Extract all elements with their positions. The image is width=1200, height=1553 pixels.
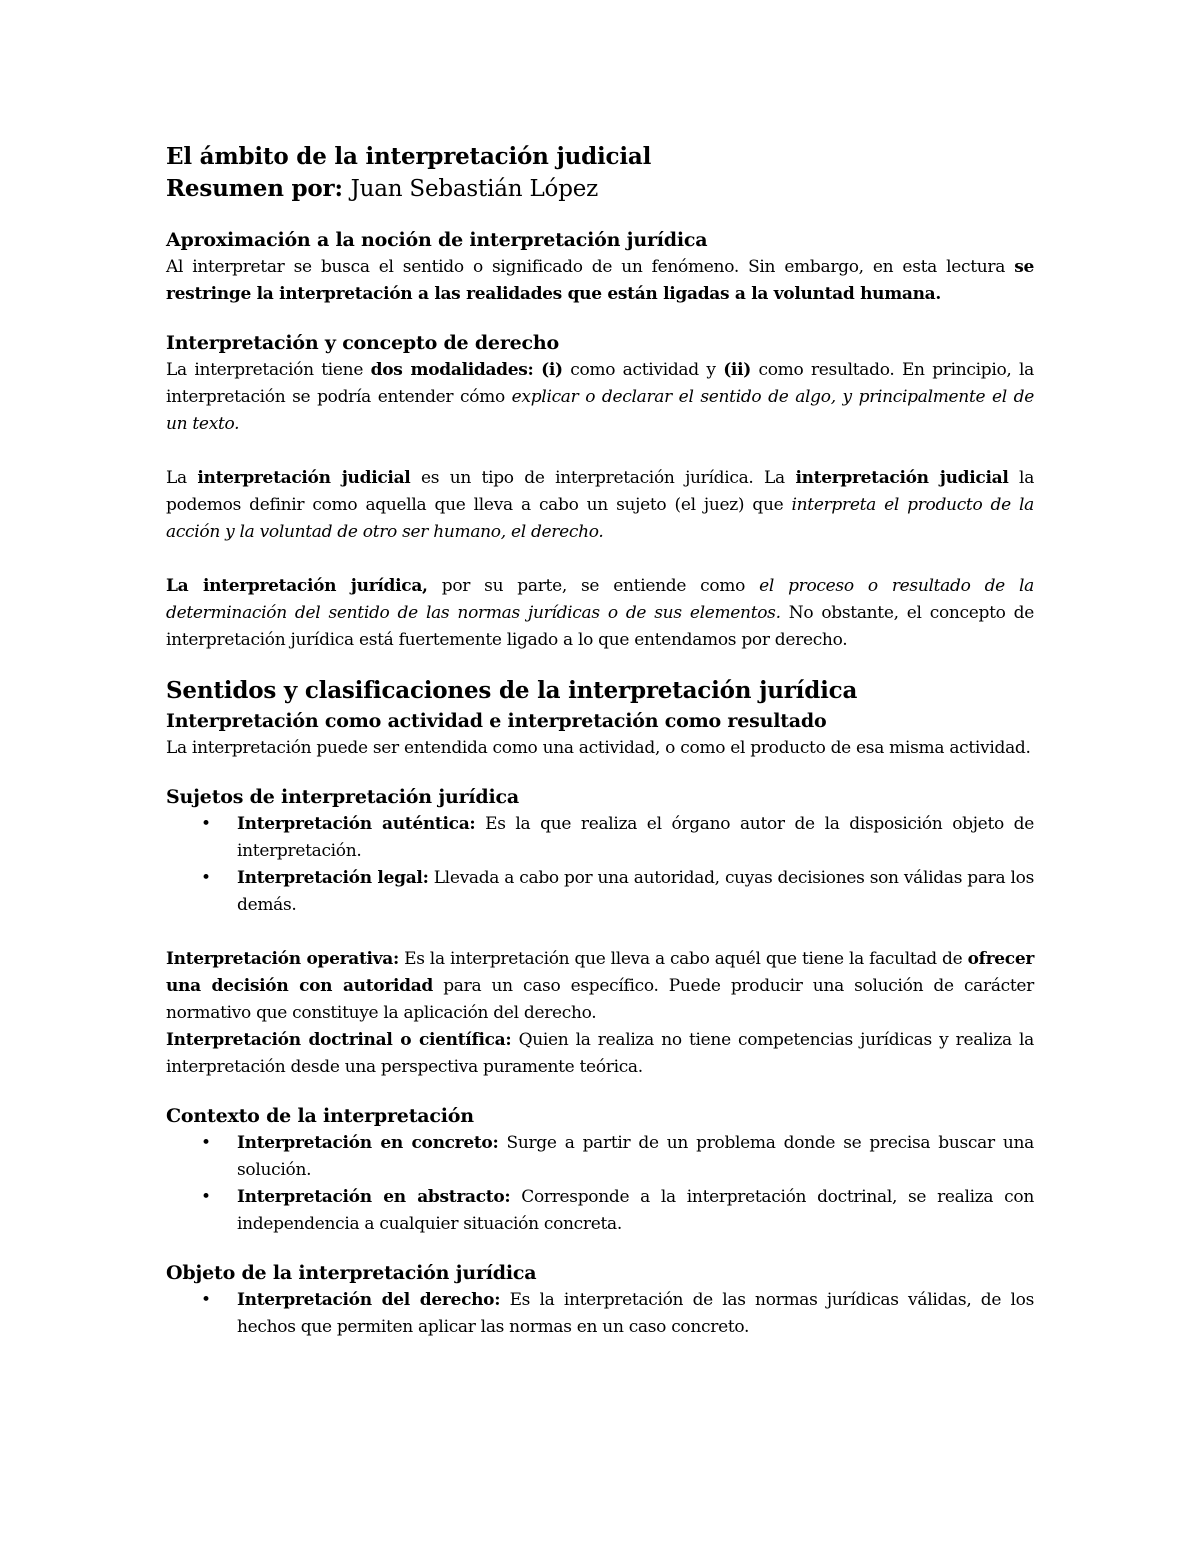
bullet-icon: • (201, 1133, 211, 1153)
paragraph-modalidades: La interpretación tiene dos modalidades: (i) como actividad y (ii) como resultado. En principio, la interpretación se podría entender cómo explicar o declarar el sentido de algo, y principalmente el de un texto. (166, 360, 1035, 434)
paragraph-interpretacion-juridica: La interpretación jurídica, por su parte, se entiende como el proceso o resultado de la determinación del sentido de las normas jurídicas o de sus elementos. No obstante, el concepto de interpretación jurídica está fuertemente ligado a lo que entendamos por derecho. (166, 576, 1034, 650)
paragraph-actividad-resultado: La interpretación puede ser entendida como una actividad, o como el producto de esa misma actividad. (166, 738, 1031, 758)
author-line (166, 173, 1034, 205)
bullet-icon: • (201, 814, 211, 834)
list-item: • Interpretación en abstracto: Corresponde a la interpretación doctrinal, se realiza con independencia a cualquier situación concreta. (166, 1184, 1034, 1238)
paragraph-operativa: Interpretación operativa: Es la interpretación que lleva a cabo aquél que tiene la facultad de ofrecer una decisión con autoridad para un caso específico. Puede producir una solución de carácter normativo que constituye la aplicación del derecho. (166, 949, 1035, 1023)
paragraph-interpretacion-judicial: La interpretación judicial es un tipo de interpretación jurídica. La interpretación judicial la podemos definir como aquella que lleva a cabo un sujeto (el juez) que interpreta el producto de la acción y la voluntad de otro ser humano, el derecho. (166, 468, 1035, 542)
bullet-icon: • (201, 1290, 211, 1310)
heading-objeto: Objeto de la interpretación jurídica (166, 1262, 537, 1284)
paragraph-doctrinal: Interpretación doctrinal o científica: Quien la realiza no tiene competencias jurídicas y realiza la interpretación desde una perspectiva puramente teórica. (166, 1030, 1034, 1077)
heading-sujetos: Sujetos de interpretación jurídica (166, 786, 520, 808)
list-item: • Interpretación en concreto: Surge a partir de un problema donde se precisa buscar una solución. (166, 1130, 1034, 1184)
paragraph-aproximacion: Al interpretar se busca el sentido o significado de un fenómeno. Sin embargo, en esta lectura se restringe la interpretación a las realidades que están ligadas a la voluntad humana. (166, 257, 1034, 304)
heading-aproximacion: Aproximación a la noción de interpretación jurídica (166, 229, 708, 251)
heading-contexto: Contexto de la interpretación (166, 1105, 474, 1127)
bullet-icon: • (201, 868, 211, 888)
bullet-icon: • (201, 1187, 211, 1207)
list-sujetos (166, 811, 1034, 919)
list-item: • Interpretación del derecho: Es la interpretación de las normas jurídicas válidas, de los hechos que permiten aplicar las normas en un caso concreto. (166, 1287, 1034, 1341)
list-contexto (166, 1130, 1034, 1238)
list-item: • Interpretación auténtica: Es la que realiza el órgano autor de la disposición objeto de interpretación. (166, 811, 1034, 865)
author-label: Resumen por: (166, 175, 343, 202)
heading-sentidos-clasificaciones: Sentidos y clasificaciones de la interpretación jurídica (166, 677, 858, 704)
list-objeto (166, 1287, 1034, 1341)
author-name: Juan Sebastián López (350, 176, 599, 202)
document-title: El ámbito de la interpretación judicial (166, 143, 652, 170)
document-body (166, 141, 1034, 1341)
heading-actividad-resultado: Interpretación como actividad e interpretación como resultado (166, 710, 827, 732)
heading-interpretacion-concepto: Interpretación y concepto de derecho (166, 332, 559, 354)
list-item: • Interpretación legal: Llevada a cabo por una autoridad, cuyas decisiones son válidas para los demás. (166, 865, 1034, 919)
